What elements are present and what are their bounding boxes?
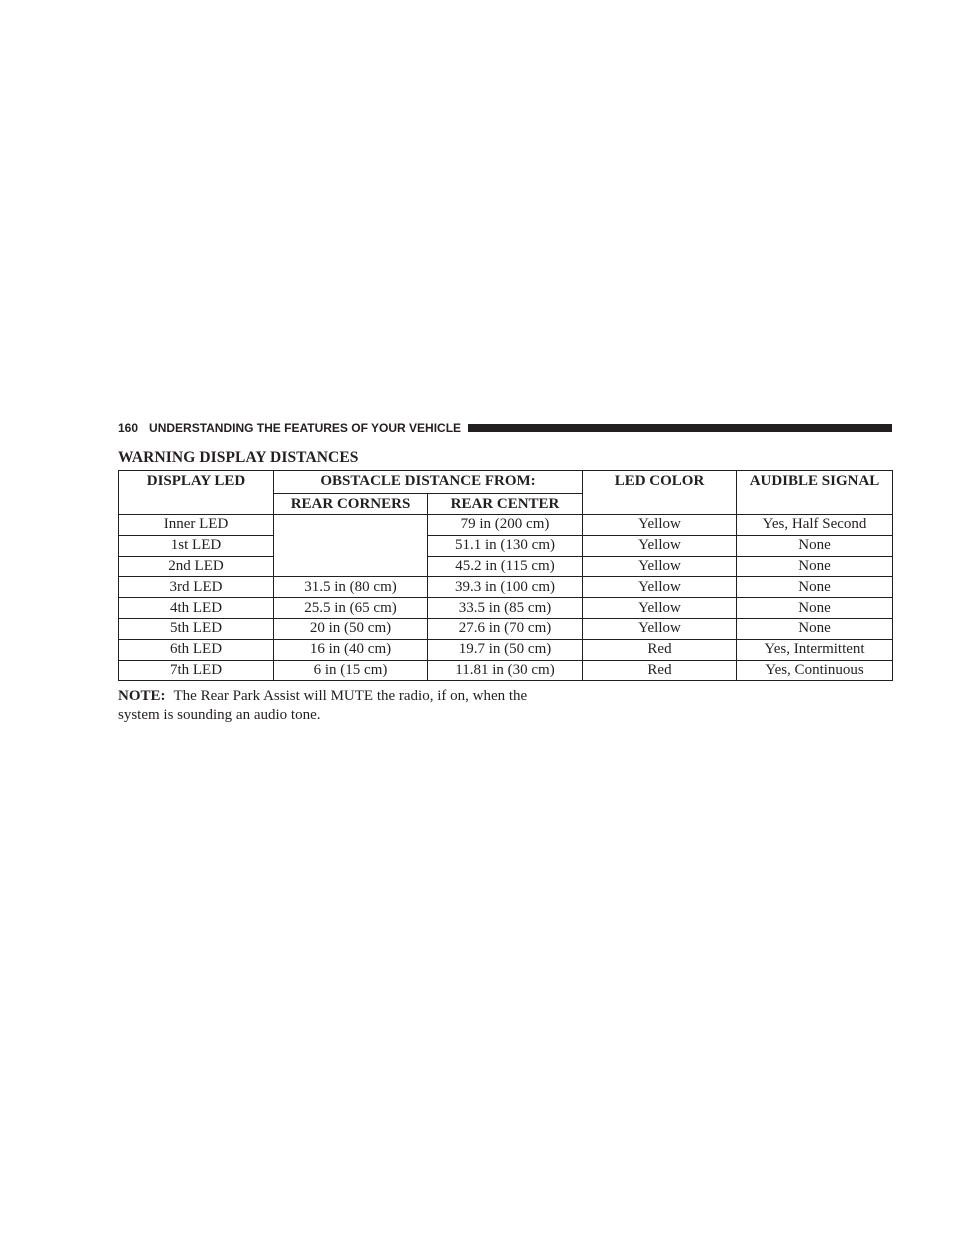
note-paragraph <box>118 687 538 725</box>
cell-rear-corners: 25.5 in (65 cm) <box>274 598 428 619</box>
cell-display-led: 4th LED <box>119 598 274 619</box>
table-row <box>119 660 893 681</box>
cell-led-color: Red <box>583 660 737 681</box>
cell-display-led: 5th LED <box>119 618 274 639</box>
cell-display-led: 7th LED <box>119 660 274 681</box>
cell-audible-signal: None <box>737 577 893 598</box>
cell-rear-corners-empty <box>274 515 428 577</box>
header-rear-corners: REAR CORNERS <box>274 494 428 515</box>
page-header <box>118 419 892 437</box>
cell-display-led: 2nd LED <box>119 556 274 577</box>
cell-led-color: Yellow <box>583 556 737 577</box>
cell-rear-center: 19.7 in (50 cm) <box>428 639 583 660</box>
table-row <box>119 639 893 660</box>
cell-audible-signal: None <box>737 556 893 577</box>
cell-rear-corners: 31.5 in (80 cm) <box>274 577 428 598</box>
cell-rear-center: 11.81 in (30 cm) <box>428 660 583 681</box>
header-rule <box>468 424 892 432</box>
header-led-color: LED COLOR <box>583 471 737 515</box>
note-text: The Rear Park Assist will MUTE the radio, if on, when the system is sounding an audio tone. <box>118 688 528 723</box>
chapter-title: UNDERSTANDING THE FEATURES OF YOUR VEHICLE <box>149 421 462 435</box>
cell-rear-center: 33.5 in (85 cm) <box>428 598 583 619</box>
table-row <box>119 556 893 577</box>
cell-display-led: 3rd LED <box>119 577 274 598</box>
warning-distances-table <box>118 470 893 681</box>
cell-rear-center: 51.1 in (130 cm) <box>428 535 583 556</box>
cell-display-led: 1st LED <box>119 535 274 556</box>
cell-led-color: Yellow <box>583 598 737 619</box>
cell-rear-corners: 6 in (15 cm) <box>274 660 428 681</box>
note-label: NOTE: <box>118 688 166 704</box>
cell-rear-center: 45.2 in (115 cm) <box>428 556 583 577</box>
cell-rear-corners: 20 in (50 cm) <box>274 618 428 639</box>
table-row <box>119 515 893 536</box>
section-title: WARNING DISPLAY DISTANCES <box>118 449 359 466</box>
header-audible-signal: AUDIBLE SIGNAL <box>737 471 893 515</box>
cell-audible-signal: None <box>737 618 893 639</box>
cell-led-color: Yellow <box>583 535 737 556</box>
cell-led-color: Yellow <box>583 515 737 536</box>
header-obstacle-distance: OBSTACLE DISTANCE FROM: <box>274 471 583 494</box>
cell-display-led: Inner LED <box>119 515 274 536</box>
cell-rear-center: 39.3 in (100 cm) <box>428 577 583 598</box>
cell-rear-center: 79 in (200 cm) <box>428 515 583 536</box>
cell-audible-signal: None <box>737 598 893 619</box>
cell-audible-signal: Yes, Half Second <box>737 515 893 536</box>
table-row <box>119 535 893 556</box>
table-row <box>119 598 893 619</box>
header-rear-center: REAR CENTER <box>428 494 583 515</box>
cell-rear-corners: 16 in (40 cm) <box>274 639 428 660</box>
page-number: 160 <box>118 421 139 435</box>
cell-led-color: Yellow <box>583 618 737 639</box>
header-display-led: DISPLAY LED <box>119 471 274 515</box>
cell-audible-signal: Yes, Intermittent <box>737 639 893 660</box>
table-row <box>119 577 893 598</box>
cell-rear-center: 27.6 in (70 cm) <box>428 618 583 639</box>
cell-audible-signal: Yes, Continuous <box>737 660 893 681</box>
cell-audible-signal: None <box>737 535 893 556</box>
cell-display-led: 6th LED <box>119 639 274 660</box>
cell-led-color: Red <box>583 639 737 660</box>
cell-led-color: Yellow <box>583 577 737 598</box>
table-row <box>119 618 893 639</box>
